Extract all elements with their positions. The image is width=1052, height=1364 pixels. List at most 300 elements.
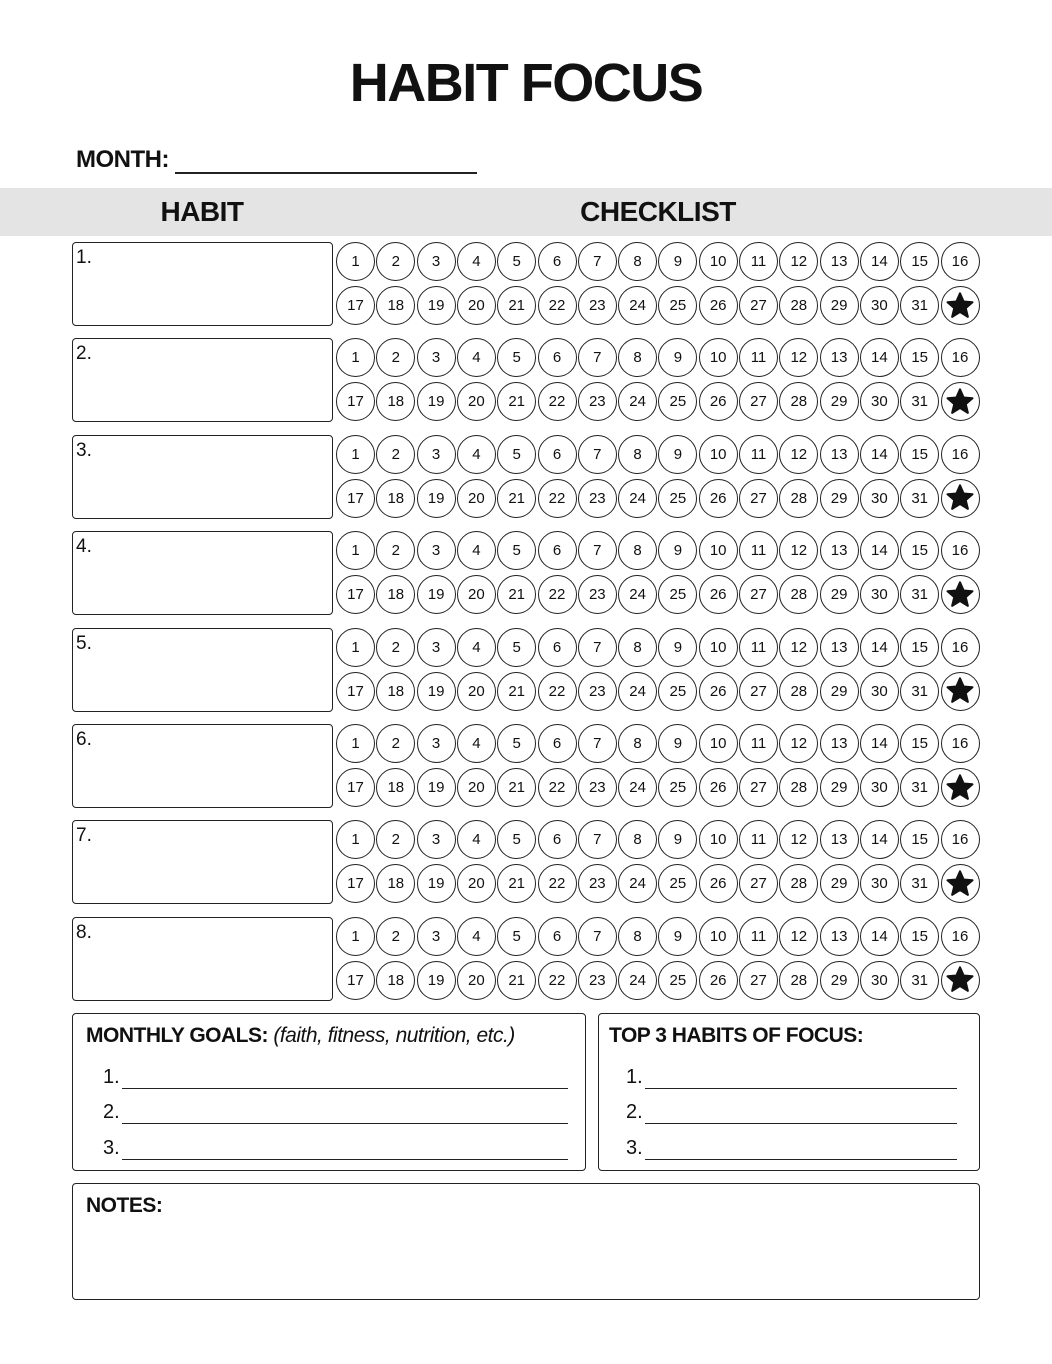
day-checkbox[interactable]: 20: [457, 479, 496, 518]
day-checkbox[interactable]: 28: [779, 961, 818, 1000]
day-checkbox[interactable]: 6: [538, 724, 577, 763]
day-checkbox[interactable]: 28: [779, 479, 818, 518]
day-checkbox[interactable]: 20: [457, 961, 496, 1000]
day-checkbox[interactable]: 30: [860, 575, 899, 614]
day-checkbox[interactable]: 26: [699, 864, 738, 903]
day-checkbox[interactable]: 3: [417, 435, 456, 474]
day-checkbox[interactable]: 13: [820, 435, 859, 474]
day-checkbox[interactable]: 24: [618, 575, 657, 614]
day-checkbox[interactable]: 16: [941, 628, 980, 667]
day-checkbox[interactable]: 26: [699, 382, 738, 421]
top-habits-box: [598, 1013, 980, 1171]
day-checkbox[interactable]: 9: [658, 338, 697, 377]
day-checkbox[interactable]: 2: [376, 917, 415, 956]
day-checkbox[interactable]: 9: [658, 724, 697, 763]
day-checkbox[interactable]: 20: [457, 286, 496, 325]
day-checkbox[interactable]: 4: [457, 724, 496, 763]
day-checkbox[interactable]: 29: [820, 479, 859, 518]
day-checkbox[interactable]: 20: [457, 672, 496, 711]
day-checkbox[interactable]: 19: [417, 575, 456, 614]
habit-number: 5.: [76, 632, 92, 654]
day-checkbox[interactable]: 31: [900, 575, 939, 614]
day-checkbox[interactable]: 31: [900, 382, 939, 421]
notes-box[interactable]: [72, 1183, 980, 1300]
day-checkbox[interactable]: 3: [417, 531, 456, 570]
day-checkbox[interactable]: 14: [860, 242, 899, 281]
day-checkbox[interactable]: 18: [376, 672, 415, 711]
day-checkbox[interactable]: 12: [779, 531, 818, 570]
star-icon: [945, 773, 975, 803]
day-checkbox[interactable]: 24: [618, 864, 657, 903]
habit-number: 1.: [76, 247, 92, 268]
day-checkbox[interactable]: 15: [900, 435, 939, 474]
day-checkbox[interactable]: 5: [497, 917, 536, 956]
day-checkbox[interactable]: 2: [376, 338, 415, 377]
day-checkbox[interactable]: 26: [699, 575, 738, 614]
day-checkbox[interactable]: 19: [417, 768, 456, 807]
day-checkbox[interactable]: 3: [417, 724, 456, 763]
day-checkbox[interactable]: 23: [578, 961, 617, 1000]
day-checkbox[interactable]: 27: [739, 575, 778, 614]
day-checkbox[interactable]: 30: [860, 961, 899, 1000]
day-checkbox[interactable]: 5: [497, 242, 536, 281]
day-checkbox[interactable]: 31: [900, 864, 939, 903]
star-icon: [945, 869, 975, 899]
day-checkbox[interactable]: 12: [779, 628, 818, 667]
day-checkbox[interactable]: 4: [457, 531, 496, 570]
day-checkbox[interactable]: 10: [699, 242, 738, 281]
day-checkbox[interactable]: 31: [900, 768, 939, 807]
day-checkbox[interactable]: 2: [376, 820, 415, 859]
day-checkbox[interactable]: 30: [860, 286, 899, 325]
day-checkbox[interactable]: 7: [578, 820, 617, 859]
day-checkbox[interactable]: 16: [941, 531, 980, 570]
habit-entry-box[interactable]: [72, 917, 333, 1001]
day-checkbox[interactable]: 14: [860, 531, 899, 570]
day-checkbox[interactable]: 31: [900, 961, 939, 1000]
day-checkbox[interactable]: 8: [618, 531, 657, 570]
day-checkbox[interactable]: 29: [820, 864, 859, 903]
day-checkbox[interactable]: 23: [578, 864, 617, 903]
day-checkbox[interactable]: 22: [538, 672, 577, 711]
day-checkbox[interactable]: 7: [578, 917, 617, 956]
day-checkbox[interactable]: 8: [618, 242, 657, 281]
day-checkbox[interactable]: 20: [457, 382, 496, 421]
day-checkbox[interactable]: 11: [739, 531, 778, 570]
day-checkbox[interactable]: 4: [457, 628, 496, 667]
day-checkbox[interactable]: 22: [538, 961, 577, 1000]
month-input-line[interactable]: [175, 152, 477, 174]
day-checkbox[interactable]: 12: [779, 820, 818, 859]
day-checkbox[interactable]: 17: [336, 672, 375, 711]
day-checkbox[interactable]: 4: [457, 242, 496, 281]
day-checkbox[interactable]: 21: [497, 575, 536, 614]
day-checkbox[interactable]: 19: [417, 672, 456, 711]
day-checkbox[interactable]: 30: [860, 768, 899, 807]
day-checkbox[interactable]: 11: [739, 338, 778, 377]
day-checkbox[interactable]: 1: [336, 338, 375, 377]
day-checkbox[interactable]: 21: [497, 768, 536, 807]
monthly-goal-line[interactable]: 2.: [103, 1101, 568, 1124]
day-checkbox[interactable]: 15: [900, 820, 939, 859]
day-checkbox[interactable]: 9: [658, 628, 697, 667]
day-checkbox[interactable]: 22: [538, 575, 577, 614]
bonus-star-checkbox[interactable]: [941, 286, 980, 325]
day-checkbox[interactable]: 5: [497, 435, 536, 474]
day-checkbox[interactable]: 23: [578, 768, 617, 807]
day-checkbox[interactable]: 30: [860, 382, 899, 421]
day-checkbox[interactable]: 1: [336, 531, 375, 570]
day-checkbox[interactable]: 4: [457, 917, 496, 956]
day-checkbox[interactable]: 1: [336, 628, 375, 667]
day-checkbox[interactable]: 2: [376, 724, 415, 763]
day-checkbox[interactable]: 28: [779, 864, 818, 903]
day-checkbox[interactable]: 2: [376, 435, 415, 474]
day-checkbox[interactable]: 16: [941, 338, 980, 377]
day-checkbox[interactable]: 15: [900, 531, 939, 570]
habit-number: 6.: [76, 729, 92, 750]
day-checkbox[interactable]: 16: [941, 917, 980, 956]
day-checkbox[interactable]: 26: [699, 672, 738, 711]
day-checkbox[interactable]: 24: [618, 768, 657, 807]
day-checkbox[interactable]: 8: [618, 917, 657, 956]
day-checkbox[interactable]: 24: [618, 961, 657, 1000]
day-checkbox[interactable]: 13: [820, 917, 859, 956]
day-checkbox[interactable]: 2: [376, 242, 415, 281]
day-checkbox[interactable]: 31: [900, 479, 939, 518]
habit-entry-box[interactable]: [72, 242, 333, 326]
habit-number: 4.: [76, 536, 92, 558]
day-checkbox[interactable]: 7: [578, 531, 617, 570]
monthly-goals-heading: [86, 1024, 515, 1048]
bonus-star-checkbox[interactable]: [941, 479, 980, 518]
bonus-star-checkbox[interactable]: [941, 382, 980, 421]
day-checkbox[interactable]: 18: [376, 864, 415, 903]
day-checkbox[interactable]: 28: [779, 575, 818, 614]
day-checkbox[interactable]: 1: [336, 724, 375, 763]
day-checkbox[interactable]: 24: [618, 286, 657, 325]
day-checkbox[interactable]: 20: [457, 575, 496, 614]
day-checkbox[interactable]: 26: [699, 479, 738, 518]
day-checkbox[interactable]: 6: [538, 917, 577, 956]
day-checkbox[interactable]: 25: [658, 575, 697, 614]
day-checkbox[interactable]: 11: [739, 820, 778, 859]
day-checkbox[interactable]: 27: [739, 479, 778, 518]
day-checkbox[interactable]: 23: [578, 286, 617, 325]
habit-number: 3.: [76, 439, 92, 461]
day-checkbox[interactable]: 17: [336, 479, 375, 518]
day-checkbox[interactable]: 29: [820, 672, 859, 711]
day-checkbox[interactable]: 18: [376, 286, 415, 325]
day-checkbox[interactable]: 25: [658, 672, 697, 711]
day-checkbox[interactable]: 24: [618, 672, 657, 711]
day-checkbox[interactable]: 23: [578, 575, 617, 614]
day-checkbox[interactable]: 26: [699, 961, 738, 1000]
day-checkbox[interactable]: 1: [336, 435, 375, 474]
day-checkbox[interactable]: 9: [658, 242, 697, 281]
day-checkbox[interactable]: 27: [739, 768, 778, 807]
day-checkbox[interactable]: 22: [538, 479, 577, 518]
star-icon: [945, 291, 975, 321]
day-checkbox[interactable]: 1: [336, 820, 375, 859]
top-habit-line[interactable]: 2.: [626, 1101, 957, 1124]
day-checkbox[interactable]: 10: [699, 820, 738, 859]
day-checkbox[interactable]: 24: [618, 479, 657, 518]
day-checkbox[interactable]: 6: [538, 820, 577, 859]
day-checkbox[interactable]: 11: [739, 242, 778, 281]
day-checkbox[interactable]: 7: [578, 435, 617, 474]
day-checkbox[interactable]: 17: [336, 864, 375, 903]
day-checkbox[interactable]: 22: [538, 382, 577, 421]
day-checkbox[interactable]: 6: [538, 338, 577, 377]
day-checkbox[interactable]: 12: [779, 917, 818, 956]
day-checkbox[interactable]: 13: [820, 338, 859, 377]
day-checkbox[interactable]: 15: [900, 338, 939, 377]
day-checkbox[interactable]: 1: [336, 242, 375, 281]
day-checkbox[interactable]: 5: [497, 724, 536, 763]
day-checkbox[interactable]: 18: [376, 575, 415, 614]
day-checkbox[interactable]: 5: [497, 338, 536, 377]
day-checkbox[interactable]: 3: [417, 820, 456, 859]
day-checkbox[interactable]: 14: [860, 724, 899, 763]
day-checkbox[interactable]: 11: [739, 917, 778, 956]
day-checkbox[interactable]: 16: [941, 820, 980, 859]
day-checkbox[interactable]: 25: [658, 768, 697, 807]
day-checkbox[interactable]: 28: [779, 286, 818, 325]
day-checkbox[interactable]: 18: [376, 961, 415, 1000]
day-checkbox[interactable]: 18: [376, 479, 415, 518]
day-checkbox[interactable]: 22: [538, 768, 577, 807]
day-checkbox[interactable]: 26: [699, 768, 738, 807]
day-checkbox[interactable]: 27: [739, 961, 778, 1000]
day-checkbox[interactable]: 15: [900, 724, 939, 763]
day-checkbox[interactable]: 7: [578, 242, 617, 281]
day-checkbox[interactable]: 5: [497, 628, 536, 667]
day-checkbox[interactable]: 9: [658, 531, 697, 570]
monthly-goal-line[interactable]: 3.: [103, 1137, 568, 1160]
day-checkbox[interactable]: 2: [376, 531, 415, 570]
day-checkbox[interactable]: 16: [941, 242, 980, 281]
day-checkbox[interactable]: 13: [820, 628, 859, 667]
day-checkbox[interactable]: 6: [538, 628, 577, 667]
day-checkbox[interactable]: 3: [417, 917, 456, 956]
day-checkbox[interactable]: 27: [739, 382, 778, 421]
day-checkbox[interactable]: 1: [336, 917, 375, 956]
day-checkbox[interactable]: 27: [739, 672, 778, 711]
habit-column-header: HABIT: [160, 196, 244, 227]
day-checkbox[interactable]: 13: [820, 724, 859, 763]
column-header-band: [0, 188, 1052, 236]
day-checkbox[interactable]: 19: [417, 864, 456, 903]
day-checkbox[interactable]: 16: [941, 724, 980, 763]
bonus-star-checkbox[interactable]: [941, 864, 980, 903]
day-checkbox[interactable]: 11: [739, 435, 778, 474]
habit-entry-box[interactable]: [72, 338, 333, 422]
monthly-goals-title: MONTHLY GOALS:: [86, 1024, 269, 1047]
day-checkbox[interactable]: 7: [578, 338, 617, 377]
habit-entry-box[interactable]: [72, 531, 333, 615]
day-checkbox[interactable]: 9: [658, 820, 697, 859]
bonus-star-checkbox[interactable]: [941, 768, 980, 807]
day-checkbox[interactable]: 3: [417, 628, 456, 667]
month-field[interactable]: [76, 146, 477, 174]
day-checkbox[interactable]: 29: [820, 382, 859, 421]
day-checkbox[interactable]: 14: [860, 917, 899, 956]
star-icon: [945, 387, 975, 417]
day-checkbox[interactable]: 17: [336, 768, 375, 807]
day-checkbox[interactable]: 15: [900, 917, 939, 956]
day-checkbox[interactable]: 17: [336, 575, 375, 614]
day-checkbox[interactable]: 14: [860, 820, 899, 859]
notes-heading: NOTES:: [86, 1194, 163, 1217]
day-checkbox[interactable]: 8: [618, 338, 657, 377]
day-checkbox[interactable]: 29: [820, 961, 859, 1000]
day-checkbox[interactable]: 12: [779, 435, 818, 474]
day-checkbox[interactable]: 14: [860, 628, 899, 667]
day-checkbox[interactable]: 22: [538, 286, 577, 325]
day-checkbox[interactable]: 13: [820, 531, 859, 570]
day-checkbox[interactable]: 19: [417, 382, 456, 421]
day-checkbox[interactable]: 10: [699, 338, 738, 377]
day-checkbox[interactable]: 10: [699, 724, 738, 763]
day-checkbox[interactable]: 3: [417, 338, 456, 377]
day-checkbox[interactable]: 18: [376, 382, 415, 421]
day-checkbox[interactable]: 10: [699, 917, 738, 956]
day-checkbox[interactable]: 12: [779, 242, 818, 281]
habit-entry-box[interactable]: [72, 820, 333, 904]
day-checkbox[interactable]: 29: [820, 575, 859, 614]
day-checkbox[interactable]: 23: [578, 382, 617, 421]
day-checkbox[interactable]: 14: [860, 435, 899, 474]
day-checkbox[interactable]: 19: [417, 286, 456, 325]
day-checkbox[interactable]: 25: [658, 479, 697, 518]
day-checkbox[interactable]: 4: [457, 435, 496, 474]
day-checkbox[interactable]: 21: [497, 961, 536, 1000]
day-checkbox[interactable]: 12: [779, 724, 818, 763]
day-checkbox[interactable]: 3: [417, 242, 456, 281]
day-checkbox[interactable]: 15: [900, 242, 939, 281]
day-checkbox[interactable]: 4: [457, 338, 496, 377]
day-checkbox[interactable]: 19: [417, 961, 456, 1000]
habit-entry-box[interactable]: [72, 435, 333, 519]
day-checkbox[interactable]: 2: [376, 628, 415, 667]
day-checkbox[interactable]: 22: [538, 864, 577, 903]
day-checkbox[interactable]: 21: [497, 672, 536, 711]
day-checkbox[interactable]: 11: [739, 724, 778, 763]
habit-entry-box[interactable]: [72, 724, 333, 808]
day-checkbox[interactable]: 17: [336, 961, 375, 1000]
day-checkbox[interactable]: 21: [497, 286, 536, 325]
habit-number: 2.: [76, 343, 92, 365]
monthly-goals-subtitle: (faith, fitness, nutrition, etc.): [273, 1024, 515, 1047]
day-checkbox[interactable]: 5: [497, 820, 536, 859]
bonus-star-checkbox[interactable]: [941, 961, 980, 1000]
day-checkbox[interactable]: 21: [497, 864, 536, 903]
page-title: HABIT FOCUS: [349, 53, 703, 113]
day-checkbox[interactable]: 11: [739, 628, 778, 667]
day-checkbox[interactable]: 27: [739, 864, 778, 903]
day-checkbox[interactable]: 13: [820, 242, 859, 281]
day-checkbox[interactable]: 7: [578, 724, 617, 763]
day-checkbox[interactable]: 8: [618, 628, 657, 667]
top-habit-line[interactable]: 1.: [626, 1066, 957, 1089]
day-checkbox[interactable]: 27: [739, 286, 778, 325]
habit-number: 7.: [76, 825, 92, 847]
top-habits-heading: TOP 3 HABITS OF FOCUS:: [609, 1024, 864, 1047]
day-checkbox[interactable]: 25: [658, 286, 697, 325]
day-checkbox[interactable]: 13: [820, 820, 859, 859]
day-checkbox[interactable]: 14: [860, 338, 899, 377]
day-checkbox[interactable]: 16: [941, 435, 980, 474]
day-checkbox[interactable]: 17: [336, 286, 375, 325]
day-checkbox[interactable]: 17: [336, 382, 375, 421]
day-checkbox[interactable]: 30: [860, 864, 899, 903]
day-checkbox[interactable]: 26: [699, 286, 738, 325]
day-checkbox[interactable]: 25: [658, 864, 697, 903]
day-checkbox[interactable]: 24: [618, 382, 657, 421]
day-checkbox[interactable]: 8: [618, 724, 657, 763]
star-icon: [945, 965, 975, 995]
day-checkbox[interactable]: 29: [820, 768, 859, 807]
day-checkbox[interactable]: 9: [658, 917, 697, 956]
day-checkbox[interactable]: 19: [417, 479, 456, 518]
habit-number: 8.: [76, 921, 92, 943]
day-checkbox[interactable]: 20: [457, 768, 496, 807]
day-checkbox[interactable]: 9: [658, 435, 697, 474]
day-checkbox[interactable]: 21: [497, 479, 536, 518]
day-checkbox[interactable]: 25: [658, 382, 697, 421]
bonus-star-checkbox[interactable]: [941, 672, 980, 711]
day-checkbox[interactable]: 23: [578, 672, 617, 711]
day-checkbox[interactable]: 6: [538, 242, 577, 281]
day-checkbox[interactable]: 18: [376, 768, 415, 807]
checklist-column-header: CHECKLIST: [580, 196, 736, 227]
day-checkbox[interactable]: 6: [538, 435, 577, 474]
habit-entry-box[interactable]: [72, 628, 333, 712]
day-checkbox[interactable]: 23: [578, 479, 617, 518]
day-checkbox[interactable]: 8: [618, 820, 657, 859]
day-checkbox[interactable]: 10: [699, 628, 738, 667]
monthly-goals-box: [72, 1013, 586, 1171]
day-checkbox[interactable]: 31: [900, 286, 939, 325]
day-checkbox[interactable]: 15: [900, 628, 939, 667]
day-checkbox[interactable]: 7: [578, 628, 617, 667]
day-checkbox[interactable]: 21: [497, 382, 536, 421]
top-habit-line[interactable]: 3.: [626, 1137, 957, 1160]
monthly-goal-line[interactable]: 1.: [103, 1066, 568, 1089]
day-checkbox[interactable]: 31: [900, 672, 939, 711]
day-checkbox[interactable]: 30: [860, 672, 899, 711]
star-icon: [945, 676, 975, 706]
day-checkbox[interactable]: 28: [779, 768, 818, 807]
bonus-star-checkbox[interactable]: [941, 575, 980, 614]
day-checkbox[interactable]: 12: [779, 338, 818, 377]
star-icon: [945, 483, 975, 513]
day-checkbox[interactable]: 4: [457, 820, 496, 859]
day-checkbox[interactable]: 10: [699, 435, 738, 474]
day-checkbox[interactable]: 25: [658, 961, 697, 1000]
day-checkbox[interactable]: 28: [779, 672, 818, 711]
day-checkbox[interactable]: 10: [699, 531, 738, 570]
day-checkbox[interactable]: 30: [860, 479, 899, 518]
day-checkbox[interactable]: 20: [457, 864, 496, 903]
month-label: MONTH:: [76, 146, 169, 173]
day-checkbox[interactable]: 29: [820, 286, 859, 325]
day-checkbox[interactable]: 8: [618, 435, 657, 474]
day-checkbox[interactable]: 5: [497, 531, 536, 570]
day-checkbox[interactable]: 28: [779, 382, 818, 421]
day-checkbox[interactable]: 6: [538, 531, 577, 570]
